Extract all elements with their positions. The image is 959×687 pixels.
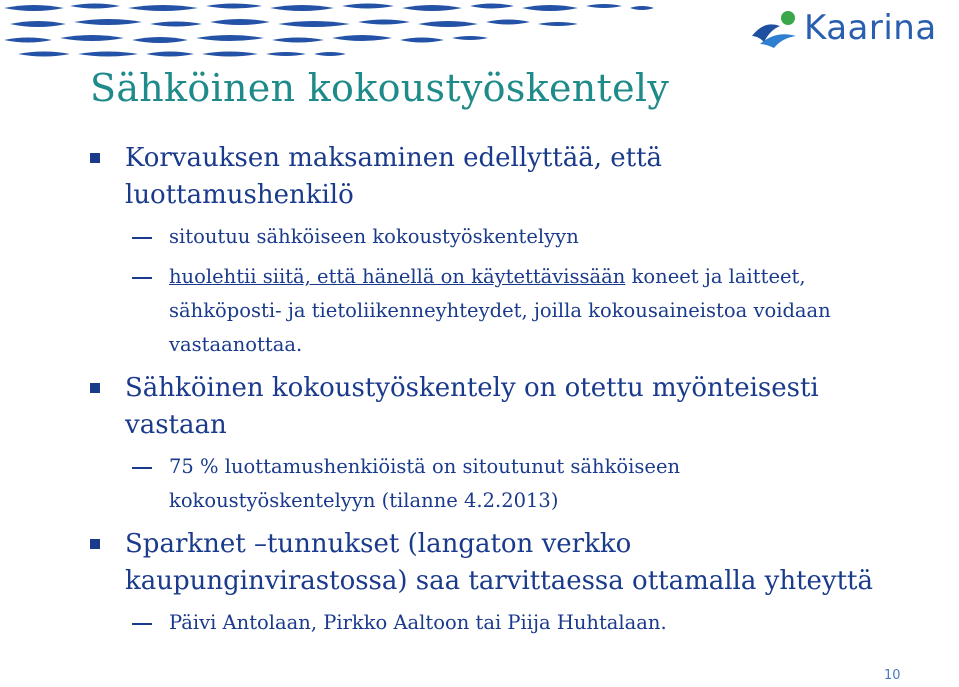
sub-bullet-item	[0, 220, 959, 254]
slide-title: Sähköinen kokoustyöskentely	[90, 66, 670, 110]
sub-bullet-item	[0, 450, 959, 518]
wave-pattern-decoration	[0, 0, 680, 62]
bullet-text: Korvauksen maksaminen edellyttää, että luottamushenkilö	[125, 143, 663, 210]
dash-bullet-icon	[132, 623, 152, 625]
sub-bullet-underlined-text: huolehtii siitä, että hänellä on käytettävissään	[169, 265, 626, 288]
kaarina-logo-icon	[750, 6, 800, 50]
logo-text: Kaarina	[804, 8, 937, 48]
slide-body	[0, 140, 959, 640]
sub-bullet-item	[0, 606, 959, 640]
dash-bullet-icon	[132, 277, 152, 279]
bullet-item	[0, 370, 959, 444]
bullet-item	[0, 140, 959, 214]
kaarina-logo	[750, 6, 937, 50]
dash-bullet-icon	[132, 467, 152, 469]
sub-bullet-text: Päivi Antolaan, Pirkko Aaltoon tai Piija Huhtalaan.	[169, 611, 667, 634]
sub-bullet-text: koneet ja laitteet, sähköposti- ja tietoliikenneyhteydet, joilla kokousaineistoa voidaan vastaanottaa.	[169, 265, 831, 356]
bullet-item	[0, 526, 959, 600]
bullet-text: Sparknet –tunnukset (langaton verkko kaupunginvirastossa) saa tarvittaessa ottamalla yhteyttä	[125, 529, 873, 596]
sub-bullet-text: 75 % luottamushenkiöistä on sitoutunut sähköiseen kokoustyöskentelyyn (tilanne 4.2.2013)	[169, 455, 681, 512]
sub-bullet-text: sitoutuu sähköiseen kokoustyöskentelyyn	[169, 225, 579, 248]
square-bullet-icon	[90, 383, 100, 393]
page-number: 10	[884, 668, 901, 683]
bullet-text: Sähköinen kokoustyöskentely on otettu myönteisesti vastaan	[125, 373, 819, 440]
dash-bullet-icon	[132, 237, 152, 239]
square-bullet-icon	[90, 153, 100, 163]
sub-bullet-item	[0, 260, 959, 362]
square-bullet-icon	[90, 539, 100, 549]
